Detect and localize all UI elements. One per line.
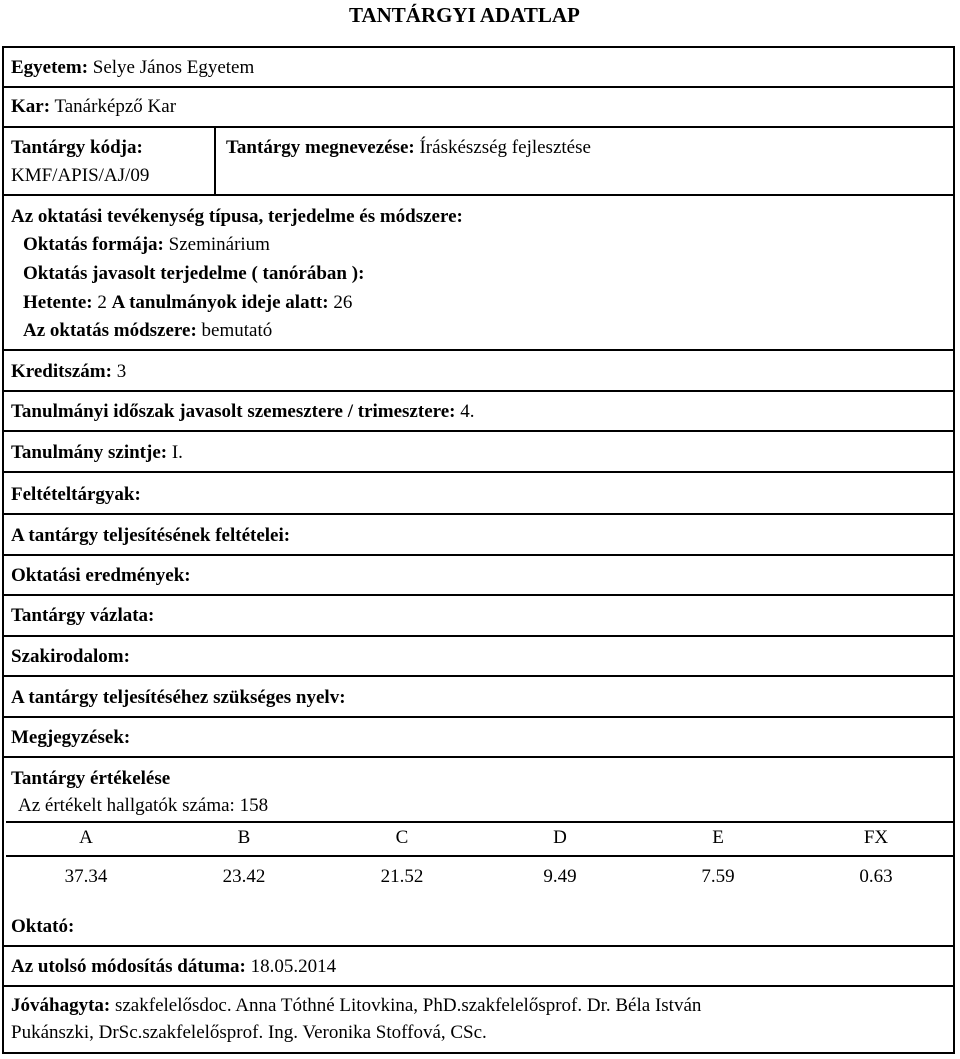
approved-row-continued: Pukánszki, DrSc.szakfelelősprof. Ing. Veronika Stoffová, CSc. [11,1022,487,1043]
grade-c-label: C [395,827,409,848]
divider [4,349,953,351]
notes-row: Megjegyzések: [11,727,131,748]
grade-fx-percentage: 0.63 [859,866,893,887]
grade-b-label: B [237,827,251,848]
credits-row: Kreditszám: 3 [11,361,127,382]
course-code-value: KMF/APIS/AJ/09 [11,165,150,186]
teaching-heading: Az oktatási tevékenység típusa, terjedelme és módszere: [11,206,463,227]
divider [4,945,953,947]
teaching-extent-row: Oktatás javasolt terjedelme ( tanórában ): [23,263,365,284]
grade-d-label: D [553,827,567,848]
instructor-row: Oktató: [11,916,75,937]
grade-a-percentage: 37.34 [64,866,108,887]
university-row: Egyetem: Selye János Egyetem [11,57,255,78]
divider [4,756,953,758]
grade-a-label: A [79,827,93,848]
approved-row: Jóváhagyta: szakfelelősdoc. Anna Tóthné Litovkina, PhD.szakfelelősprof. Dr. Béla István [11,995,702,1016]
course-code-label: Tantárgy kódja: [11,137,143,158]
divider [4,513,953,515]
teaching-method-row: Az oktatás módszere: bemutató [23,320,273,341]
last-modified-row: Az utolsó módosítás dátuma: 18.05.2014 [11,956,337,977]
teaching-form-row: Oktatás formája: Szeminárium [23,234,270,255]
divider [4,126,953,128]
divider [6,855,955,857]
grade-d-percentage: 9.49 [543,866,577,887]
divider [4,594,953,596]
grade-e-percentage: 7.59 [701,866,735,887]
divider [4,86,953,88]
divider [4,554,953,556]
divider [4,716,953,718]
literature-row: Szakirodalom: [11,646,130,667]
outcomes-row: Oktatási eredmények: [11,565,191,586]
conditions-row: A tantárgy teljesítésének feltételei: [11,525,291,546]
divider [4,430,953,432]
grade-distribution-table [6,821,955,893]
grade-c-percentage: 21.52 [380,866,424,887]
grade-e-label: E [712,827,724,848]
evaluation-heading: Tantárgy értékelése [11,768,171,789]
grade-fx-label: FX [863,827,889,848]
divider [4,635,953,637]
divider [4,675,953,677]
outline-row: Tantárgy vázlata: [11,605,155,626]
faculty-row: Kar: Tanárképző Kar [11,96,177,117]
semester-row: Tanulmányi időszak javasolt szemesztere / trimesztere: 4. [11,401,475,422]
divider [214,126,216,194]
divider [4,471,953,473]
evaluated-students-row: Az értékelt hallgatók száma: 158 [18,795,269,816]
divider [6,821,955,823]
language-row: A tantárgy teljesítéséhez szükséges nyelv: [11,687,346,708]
course-data-sheet [2,46,955,1054]
divider [4,390,953,392]
level-row: Tanulmány szintje: I. [11,442,183,463]
divider [4,985,953,987]
prerequisites-row: Feltételtárgyak: [11,484,141,505]
divider [4,194,953,196]
grade-b-percentage: 23.42 [222,866,266,887]
teaching-hours-row: Hetente: 2 A tanulmányok ideje alatt: 26 [23,292,353,313]
course-name-row: Tantárgy megnevezése: Íráskészség fejlesztése [226,137,591,158]
